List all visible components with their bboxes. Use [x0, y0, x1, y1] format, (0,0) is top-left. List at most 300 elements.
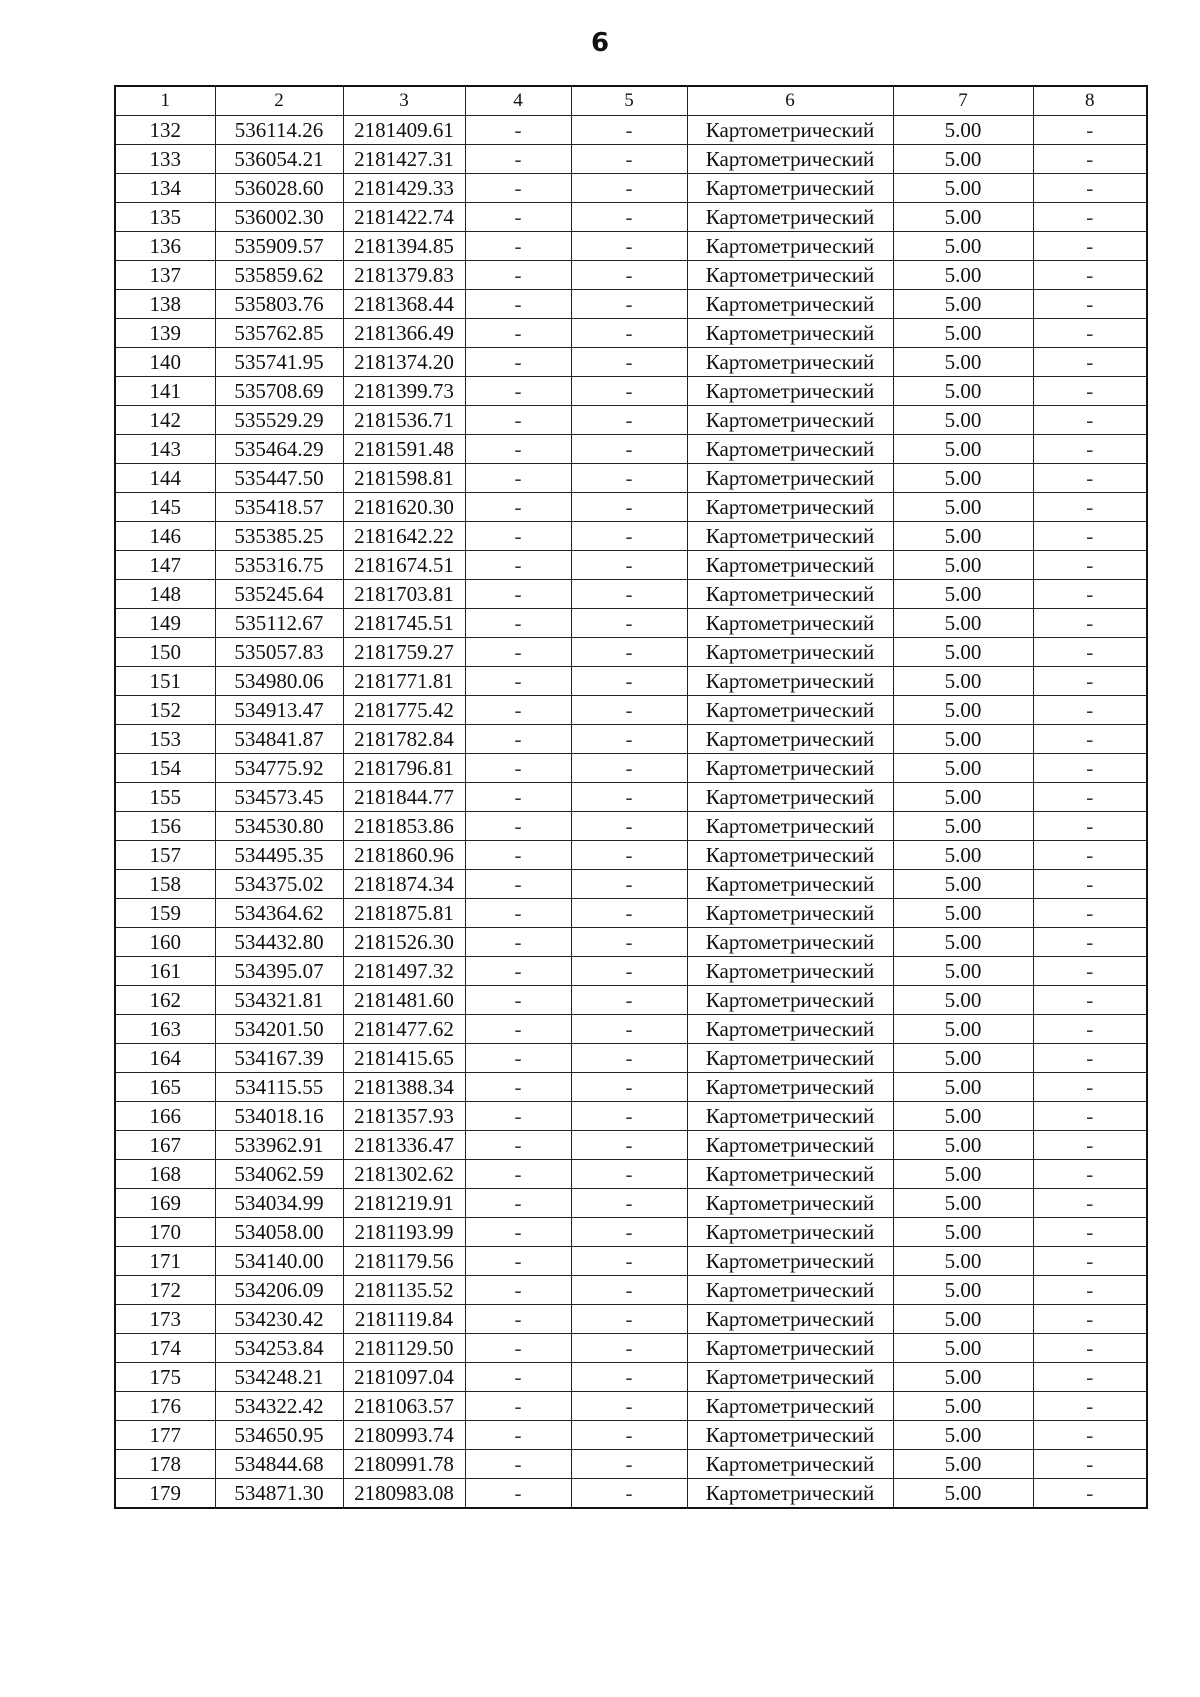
table-cell: 135: [115, 203, 215, 232]
table-cell: -: [465, 203, 571, 232]
table-cell: -: [465, 464, 571, 493]
table-cell: -: [571, 1102, 687, 1131]
table-cell: Картометрический: [687, 783, 893, 812]
table-cell: -: [571, 290, 687, 319]
table-cell: -: [465, 1189, 571, 1218]
table-cell: -: [1033, 667, 1147, 696]
table-cell: 2180991.78: [343, 1450, 465, 1479]
table-cell: -: [465, 348, 571, 377]
table-cell: 2181782.84: [343, 725, 465, 754]
table-cell: 139: [115, 319, 215, 348]
table-cell: 153: [115, 725, 215, 754]
table-cell: 5.00: [893, 1450, 1033, 1479]
table-cell: -: [465, 957, 571, 986]
table-cell: -: [571, 377, 687, 406]
table-cell: 535316.75: [215, 551, 343, 580]
table-cell: Картометрический: [687, 696, 893, 725]
table-cell: 164: [115, 1044, 215, 1073]
table-cell: 2181422.74: [343, 203, 465, 232]
table-cell: -: [571, 348, 687, 377]
table-cell: -: [1033, 290, 1147, 319]
table-cell: 5.00: [893, 638, 1033, 667]
table-cell: 2181379.83: [343, 261, 465, 290]
table-cell: 132: [115, 116, 215, 145]
table-cell: 536114.26: [215, 116, 343, 145]
table-cell: -: [571, 1276, 687, 1305]
table-cell: 5.00: [893, 1218, 1033, 1247]
table-cell: -: [571, 1450, 687, 1479]
table-cell: -: [465, 261, 571, 290]
table-cell: -: [571, 725, 687, 754]
table-cell: -: [465, 1479, 571, 1509]
table-cell: 534206.09: [215, 1276, 343, 1305]
table-cell: 534058.00: [215, 1218, 343, 1247]
table-cell: 175: [115, 1363, 215, 1392]
table-cell: 534432.80: [215, 928, 343, 957]
table-cell: -: [465, 638, 571, 667]
table-cell: -: [465, 1247, 571, 1276]
table-cell: 2181219.91: [343, 1189, 465, 1218]
table-cell: 2181336.47: [343, 1131, 465, 1160]
table-cell: -: [465, 1160, 571, 1189]
table-cell: -: [1033, 174, 1147, 203]
table-cell: -: [571, 493, 687, 522]
table-cell: Картометрический: [687, 493, 893, 522]
table-row: [115, 1218, 1147, 1247]
table-cell: 155: [115, 783, 215, 812]
table-cell: -: [571, 1305, 687, 1334]
table-cell: Картометрический: [687, 986, 893, 1015]
table-cell: 168: [115, 1160, 215, 1189]
table-cell: -: [571, 1218, 687, 1247]
table-row: [115, 1392, 1147, 1421]
table-cell: 2181759.27: [343, 638, 465, 667]
table-cell: Картометрический: [687, 435, 893, 464]
table-cell: -: [465, 870, 571, 899]
table-cell: Картометрический: [687, 928, 893, 957]
table-cell: 2181409.61: [343, 116, 465, 145]
table-cell: 5.00: [893, 464, 1033, 493]
table-row: [115, 986, 1147, 1015]
table-cell: -: [571, 261, 687, 290]
table-cell: -: [465, 232, 571, 261]
table-cell: -: [571, 812, 687, 841]
table-cell: -: [1033, 1305, 1147, 1334]
table-cell: 5.00: [893, 667, 1033, 696]
table-cell: -: [571, 406, 687, 435]
table-cell: 534871.30: [215, 1479, 343, 1509]
table-cell: -: [1033, 1189, 1147, 1218]
table-cell: Картометрический: [687, 1102, 893, 1131]
table-cell: Картометрический: [687, 1160, 893, 1189]
table-cell: Картометрический: [687, 1421, 893, 1450]
table-cell: 2181394.85: [343, 232, 465, 261]
table-cell: 5.00: [893, 1102, 1033, 1131]
table-cell: -: [1033, 1015, 1147, 1044]
table-cell: 2180993.74: [343, 1421, 465, 1450]
table-cell: -: [465, 319, 571, 348]
table-cell: -: [571, 1334, 687, 1363]
table-cell: 2181357.93: [343, 1102, 465, 1131]
table-cell: 2181374.20: [343, 348, 465, 377]
table-cell: 156: [115, 812, 215, 841]
table-body: [115, 116, 1147, 1509]
table-cell: 534375.02: [215, 870, 343, 899]
table-cell: 5.00: [893, 1334, 1033, 1363]
table-cell: -: [465, 899, 571, 928]
table-cell: -: [1033, 232, 1147, 261]
table-cell: 2181399.73: [343, 377, 465, 406]
table-cell: -: [465, 928, 571, 957]
table-cell: -: [571, 1044, 687, 1073]
table-cell: -: [465, 1450, 571, 1479]
table-cell: -: [465, 667, 571, 696]
table-cell: Картометрический: [687, 1276, 893, 1305]
table-cell: 2181526.30: [343, 928, 465, 957]
table-cell: 536028.60: [215, 174, 343, 203]
table-cell: -: [465, 841, 571, 870]
table-cell: 2180983.08: [343, 1479, 465, 1509]
table-cell: -: [1033, 261, 1147, 290]
table-cell: -: [571, 1073, 687, 1102]
table-cell: 2181745.51: [343, 609, 465, 638]
table-cell: -: [1033, 1479, 1147, 1509]
table-header-row: [115, 86, 1147, 116]
table-cell: 5.00: [893, 435, 1033, 464]
table-row: [115, 435, 1147, 464]
table-cell: -: [465, 696, 571, 725]
table-row: [115, 116, 1147, 145]
table-cell: -: [465, 812, 571, 841]
table-row: [115, 638, 1147, 667]
table-cell: 5.00: [893, 841, 1033, 870]
table-cell: -: [465, 522, 571, 551]
table-cell: -: [1033, 1044, 1147, 1073]
table-cell: Картометрический: [687, 1189, 893, 1218]
table-cell: 2181642.22: [343, 522, 465, 551]
table-cell: 535909.57: [215, 232, 343, 261]
table-cell: -: [465, 725, 571, 754]
table-cell: 178: [115, 1450, 215, 1479]
table-cell: -: [465, 493, 571, 522]
table-cell: 2181497.32: [343, 957, 465, 986]
table-cell: -: [571, 957, 687, 986]
table-cell: 5.00: [893, 290, 1033, 319]
table-cell: 534322.42: [215, 1392, 343, 1421]
table-cell: -: [571, 116, 687, 145]
table-cell: 158: [115, 870, 215, 899]
table-cell: -: [465, 986, 571, 1015]
table-cell: 169: [115, 1189, 215, 1218]
table-cell: 2181598.81: [343, 464, 465, 493]
table-cell: 145: [115, 493, 215, 522]
table-cell: -: [1033, 1160, 1147, 1189]
table-cell: -: [465, 754, 571, 783]
table-cell: -: [571, 870, 687, 899]
table-cell: 2181119.84: [343, 1305, 465, 1334]
table-cell: -: [571, 1160, 687, 1189]
table-cell: -: [465, 551, 571, 580]
table-cell: 146: [115, 522, 215, 551]
table-cell: 2181796.81: [343, 754, 465, 783]
table-cell: 5.00: [893, 145, 1033, 174]
table-cell: -: [571, 1392, 687, 1421]
table-cell: Картометрический: [687, 290, 893, 319]
table-cell: 5.00: [893, 116, 1033, 145]
table-cell: 534364.62: [215, 899, 343, 928]
table-cell: 534018.16: [215, 1102, 343, 1131]
table-cell: Картометрический: [687, 609, 893, 638]
table-row: [115, 1450, 1147, 1479]
table-cell: 166: [115, 1102, 215, 1131]
table-cell: Картометрический: [687, 1131, 893, 1160]
table-cell: Картометрический: [687, 1334, 893, 1363]
table-cell: 535112.67: [215, 609, 343, 638]
table-cell: 159: [115, 899, 215, 928]
column-header-8: 8: [1033, 86, 1147, 116]
table-cell: 2181427.31: [343, 145, 465, 174]
table-cell: Картометрический: [687, 1044, 893, 1073]
table-row: [115, 957, 1147, 986]
table-row: [115, 1479, 1147, 1509]
table-row: [115, 377, 1147, 406]
coordinates-table: [114, 85, 1148, 1509]
table-cell: -: [465, 406, 571, 435]
table-cell: 2181368.44: [343, 290, 465, 319]
table-cell: 5.00: [893, 1247, 1033, 1276]
table-cell: 534062.59: [215, 1160, 343, 1189]
table-cell: Картометрический: [687, 1450, 893, 1479]
table-cell: 2181193.99: [343, 1218, 465, 1247]
table-cell: -: [571, 696, 687, 725]
table-cell: 534395.07: [215, 957, 343, 986]
table-row: [115, 1102, 1147, 1131]
table-cell: Картометрический: [687, 145, 893, 174]
table-cell: 2181388.34: [343, 1073, 465, 1102]
table-cell: 5.00: [893, 870, 1033, 899]
table-cell: -: [1033, 696, 1147, 725]
table-cell: -: [571, 1421, 687, 1450]
table-cell: 160: [115, 928, 215, 957]
table-cell: 535529.29: [215, 406, 343, 435]
table-cell: 5.00: [893, 377, 1033, 406]
table-cell: -: [1033, 1450, 1147, 1479]
table-cell: -: [465, 580, 571, 609]
table-cell: 5.00: [893, 899, 1033, 928]
table-cell: 5.00: [893, 174, 1033, 203]
table-row: [115, 203, 1147, 232]
table-cell: Картометрический: [687, 580, 893, 609]
table-cell: 171: [115, 1247, 215, 1276]
table-cell: 141: [115, 377, 215, 406]
table-cell: 2181063.57: [343, 1392, 465, 1421]
table-cell: 137: [115, 261, 215, 290]
table-cell: 2181703.81: [343, 580, 465, 609]
table-cell: -: [465, 1276, 571, 1305]
table-cell: 144: [115, 464, 215, 493]
table-cell: 534034.99: [215, 1189, 343, 1218]
table-cell: Картометрический: [687, 638, 893, 667]
table-cell: 2181415.65: [343, 1044, 465, 1073]
table-cell: -: [1033, 1392, 1147, 1421]
table-cell: 2181135.52: [343, 1276, 465, 1305]
table-cell: -: [1033, 348, 1147, 377]
table-cell: 163: [115, 1015, 215, 1044]
table-cell: -: [571, 1015, 687, 1044]
table-row: [115, 232, 1147, 261]
table-cell: Картометрический: [687, 261, 893, 290]
table-row: [115, 841, 1147, 870]
table-row: [115, 1015, 1147, 1044]
table-cell: Картометрический: [687, 1218, 893, 1247]
table-cell: -: [1033, 1218, 1147, 1247]
table-cell: 179: [115, 1479, 215, 1509]
table-cell: Картометрический: [687, 522, 893, 551]
table-cell: 147: [115, 551, 215, 580]
table-cell: 162: [115, 986, 215, 1015]
table-cell: -: [465, 1131, 571, 1160]
table-cell: -: [1033, 957, 1147, 986]
table-cell: -: [1033, 783, 1147, 812]
table-cell: -: [1033, 725, 1147, 754]
table-cell: 2181536.71: [343, 406, 465, 435]
table-cell: 5.00: [893, 754, 1033, 783]
table-cell: 534253.84: [215, 1334, 343, 1363]
table-cell: -: [571, 667, 687, 696]
table-cell: 5.00: [893, 928, 1033, 957]
table-cell: 536054.21: [215, 145, 343, 174]
table-cell: 2181853.86: [343, 812, 465, 841]
table-cell: -: [1033, 145, 1147, 174]
table-cell: 133: [115, 145, 215, 174]
table-cell: -: [571, 1363, 687, 1392]
table-row: [115, 1044, 1147, 1073]
table-row: [115, 261, 1147, 290]
table-cell: Картометрический: [687, 899, 893, 928]
table-row: [115, 319, 1147, 348]
table-row: [115, 1305, 1147, 1334]
table-row: [115, 783, 1147, 812]
table-row: [115, 609, 1147, 638]
column-header-7: 7: [893, 86, 1033, 116]
table-cell: -: [465, 116, 571, 145]
table-cell: 534841.87: [215, 725, 343, 754]
table-cell: -: [465, 1102, 571, 1131]
page-number: 6: [590, 28, 610, 58]
table-cell: -: [465, 1334, 571, 1363]
table-cell: 148: [115, 580, 215, 609]
table-cell: Картометрический: [687, 319, 893, 348]
table-cell: Картометрический: [687, 870, 893, 899]
table-cell: -: [571, 145, 687, 174]
table-cell: 5.00: [893, 493, 1033, 522]
table-cell: 5.00: [893, 1131, 1033, 1160]
table-cell: 2181097.04: [343, 1363, 465, 1392]
table-cell: 154: [115, 754, 215, 783]
table-row: [115, 290, 1147, 319]
column-header-1: 1: [115, 86, 215, 116]
table-cell: -: [465, 1044, 571, 1073]
table-cell: Картометрический: [687, 1247, 893, 1276]
table-cell: 177: [115, 1421, 215, 1450]
table-cell: 5.00: [893, 1305, 1033, 1334]
table-cell: -: [1033, 812, 1147, 841]
table-cell: 152: [115, 696, 215, 725]
table-cell: 2181129.50: [343, 1334, 465, 1363]
table-cell: 136: [115, 232, 215, 261]
table-row: [115, 1276, 1147, 1305]
table-cell: 5.00: [893, 1015, 1033, 1044]
table-cell: 143: [115, 435, 215, 464]
table-cell: 534530.80: [215, 812, 343, 841]
table-cell: 534844.68: [215, 1450, 343, 1479]
table-cell: -: [571, 319, 687, 348]
table-cell: 534495.35: [215, 841, 343, 870]
table-row: [115, 551, 1147, 580]
table-cell: Картометрический: [687, 551, 893, 580]
table-cell: -: [1033, 1363, 1147, 1392]
table-cell: Картометрический: [687, 203, 893, 232]
table-cell: 535447.50: [215, 464, 343, 493]
table-cell: 534913.47: [215, 696, 343, 725]
table-row: [115, 174, 1147, 203]
table-row: [115, 464, 1147, 493]
table-row: [115, 1247, 1147, 1276]
table-cell: 2181860.96: [343, 841, 465, 870]
table-cell: Картометрический: [687, 957, 893, 986]
table-cell: -: [1033, 1421, 1147, 1450]
table-cell: 2181875.81: [343, 899, 465, 928]
table-cell: 172: [115, 1276, 215, 1305]
table-cell: 5.00: [893, 261, 1033, 290]
table-cell: -: [571, 754, 687, 783]
table-cell: 5.00: [893, 1073, 1033, 1102]
table-cell: -: [1033, 928, 1147, 957]
table-cell: Картометрический: [687, 1363, 893, 1392]
table-cell: Картометрический: [687, 667, 893, 696]
column-header-4: 4: [465, 86, 571, 116]
table-cell: 5.00: [893, 783, 1033, 812]
table-cell: 5.00: [893, 580, 1033, 609]
table-cell: 134: [115, 174, 215, 203]
table-cell: -: [465, 609, 571, 638]
table-cell: 2181179.56: [343, 1247, 465, 1276]
table-cell: Картометрический: [687, 174, 893, 203]
table-cell: 2181481.60: [343, 986, 465, 1015]
table-cell: -: [1033, 319, 1147, 348]
table-cell: Картометрический: [687, 1305, 893, 1334]
table-cell: 2181674.51: [343, 551, 465, 580]
table-cell: -: [465, 1363, 571, 1392]
table-cell: 5.00: [893, 406, 1033, 435]
table-cell: 170: [115, 1218, 215, 1247]
table-cell: 534201.50: [215, 1015, 343, 1044]
table-cell: -: [571, 638, 687, 667]
table-row: [115, 1421, 1147, 1450]
table-cell: -: [1033, 754, 1147, 783]
table-cell: 533962.91: [215, 1131, 343, 1160]
table-row: [115, 580, 1147, 609]
table-cell: 5.00: [893, 1189, 1033, 1218]
table-cell: 5.00: [893, 1479, 1033, 1509]
table-cell: -: [1033, 580, 1147, 609]
table-row: [115, 812, 1147, 841]
table-cell: -: [571, 1189, 687, 1218]
table-row: [115, 754, 1147, 783]
table-cell: 534775.92: [215, 754, 343, 783]
table-cell: 174: [115, 1334, 215, 1363]
table-cell: 2181477.62: [343, 1015, 465, 1044]
